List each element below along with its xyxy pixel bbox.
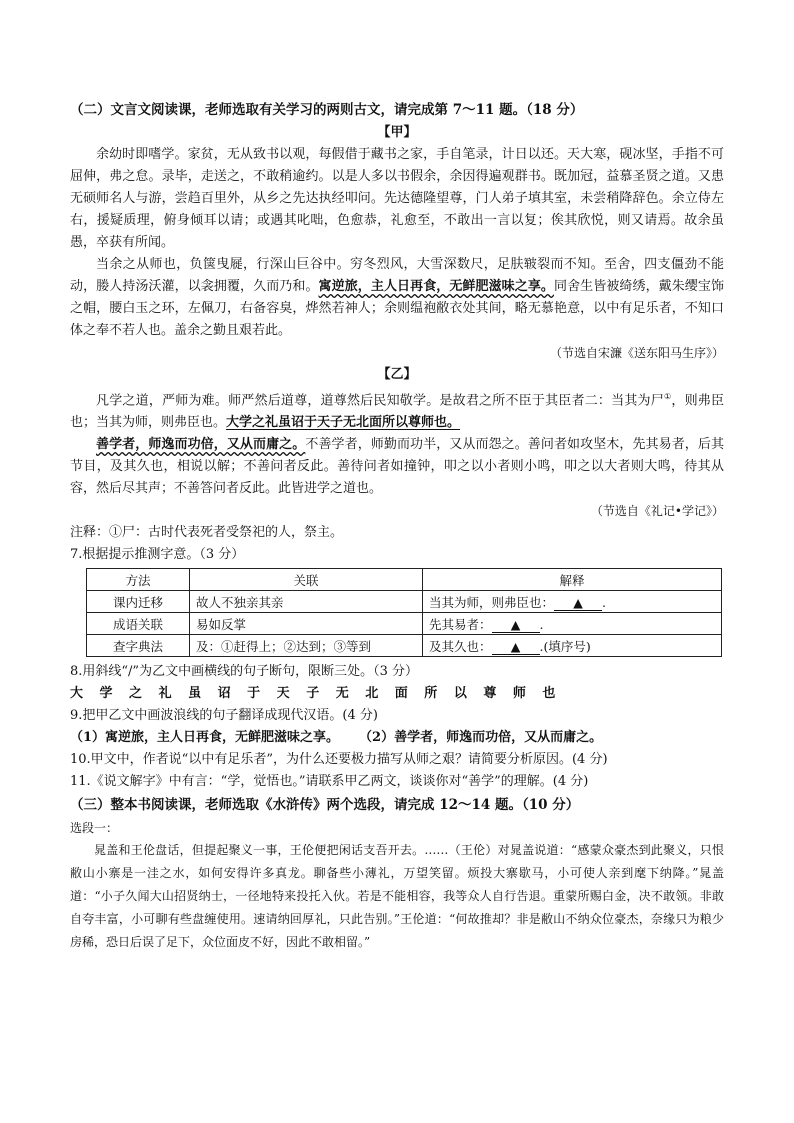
- row-relation: 易如反掌: [190, 613, 423, 635]
- explain-text: 及其久也：: [429, 638, 492, 654]
- q7-header-row: [87, 569, 722, 591]
- q9-item-2: （2）善学者，师逸而功倍，又从而庸之。: [359, 730, 603, 746]
- q8-stem: 8.用斜线“/”为乙文中画横线的句子断句，限断三处。（3 分）: [70, 664, 418, 680]
- explain-tail: .(填序号): [539, 638, 591, 654]
- q10-stem: 10.甲文中，作者说“以中有足乐者”，为什么还要极力描写从师之艰？请简要分析原因。(4 分): [70, 752, 608, 768]
- yi-p1-text-b: ，则弗臣也；当其为师，则弗臣也。: [70, 393, 724, 431]
- row-relation: 故人不独亲其亲: [190, 591, 423, 613]
- yi-p2-text-b: 不善学者，师勤而功半，又从而怨之。善问者如攻坚木，先其易者，后其节目，及其久也，相说以解；不善问者反此。善待问者如撞钟，叩之以小者则小鸣，叩之以大者则大鸣，待其从容，然后尽其声；不善答问者反此。此皆进学之道也。: [70, 437, 724, 497]
- yi-paragraph-1: [70, 386, 724, 434]
- jia-paragraph-2: [70, 254, 724, 342]
- yi-p1-text-a: 凡学之道，严师为难。师严然后道尊，道尊然后民知敬学。是故君之所不臣于其臣者二：当其为尸: [96, 393, 664, 409]
- jia-paragraph-1: 余幼时即嗜学。家贫，无从致书以观，每假借于藏书之家，手自笔录，计日以还。天大寒，砚冰坚，手指不可屈伸，弗之怠。录毕，走送之，不敢稍逾约。以是人多以书假余，余因得遍观群书。既加冠，益慕圣贤之道。又患无硕师名人与游，尝趋百里外，从乡之先达执经叩问。先达德隆望尊，门人弟子填其室，未尝稍降辞色。余立侍左右，援疑质理，俯身倾耳以请；或遇其叱咄，色愈恭，礼愈至，不敢出一言以复；俟其欣悦，则又请焉。故余虽愚，卒获有所闻。: [70, 147, 724, 250]
- explain-text: 先其易者：: [429, 616, 492, 632]
- row-explain: [423, 613, 722, 635]
- table-row: [87, 591, 722, 613]
- q9-stem: 9.把甲乙文中画波浪线的句子翻译成现代汉语。(4 分): [70, 708, 378, 724]
- yi-underlined-sentence: 大学之礼虽诏于天子无北面所以尊师也。: [226, 415, 461, 431]
- row-method: 课内迁移: [87, 591, 190, 613]
- row-method: 查字典法: [87, 635, 190, 657]
- excerpt-label: 选段一：: [70, 821, 119, 836]
- footnote-marker: ①: [663, 392, 672, 401]
- answer-blank[interactable]: ▲: [492, 617, 540, 633]
- row-explain: [423, 591, 722, 613]
- row-explain: [423, 635, 722, 657]
- jia-p2-text-b: 同舍生皆被绮绣，戴朱缨宝饰之帽，腰白玉之环，左佩刀，右备容臭，烨然若神人；余则缊袍敝衣处其间，略无慕艳意，以中有足乐者，不知口体之奉不若人也。盖余之勤且艰若此。: [70, 279, 724, 338]
- answer-blank[interactable]: ▲: [554, 595, 602, 611]
- table-row: [87, 635, 722, 657]
- yi-source: （节选自《礼记•学记》）: [590, 504, 724, 519]
- explain-tail: .: [539, 616, 544, 632]
- table-row: [87, 613, 722, 635]
- jia-p2-text-a: 当余之从师也，负箧曳屣，行深山巨谷中。穷冬烈风，大雪深数尺，足肤皲裂而不知。至舍，四支僵劲不能动，媵人持汤沃灌，以衾拥覆，久而乃和。: [70, 257, 724, 294]
- header-relation: 关联: [190, 569, 423, 591]
- answer-blank[interactable]: ▲: [492, 639, 540, 655]
- exam-page: [70, 98, 724, 954]
- q9-items: [70, 727, 724, 749]
- jia-source: （节选自宋濂《送东阳马生序》）: [549, 346, 724, 360]
- header-explain: 解释: [423, 569, 722, 591]
- q11-stem: 11.《说文解字》中有言：“学，觉悟也。”请联系甲乙两文，谈谈你对“善学”的理解。(4 分): [70, 774, 589, 790]
- explain-text: 当其为师，则弗臣也：: [429, 594, 555, 610]
- section2-heading: （二）文言文阅读课，老师选取有关学习的两则古文，请完成第 7～11 题。（18 分）: [70, 102, 584, 118]
- q7-table: [86, 568, 722, 657]
- row-method: 成语关联: [87, 613, 190, 635]
- row-relation: 及：①赶得上；②达到；③等到: [190, 635, 423, 657]
- yi-wavy-sentence: 善学者，师逸而功倍，又从而庸之。: [96, 437, 306, 453]
- yi-title: 【乙】: [377, 367, 417, 382]
- excerpt-paragraph: 晁盖和王伦盘话，但提起聚义一事，王伦便把闲话支吾开去。……（王伦）对晁盖说道：“感蒙众豪杰到此聚义，只恨敝山小寨是一洼之水，如何安得许多真龙。聊备些小薄礼，万望笑留。烦投大寨歇马，小可使人亲到麾下纳降。”晁盖道：“小子久闻大山招贤纳士，一径地特来投托入伙。若是不能相容，我等众人自行告退。重蒙所赐白金，决不敢领。非敢自夸丰富，小可聊有些盘缠使用。速请纳回厚礼，只此告别。”王伦道：“何故推却？非是敝山不纳众位豪杰，奈缘只为粮少房稀，恐日后误了足下，众位面皮不好，因此不敢相留。”: [70, 843, 724, 950]
- yi-paragraph-2: [70, 434, 724, 500]
- q9-item-1: （1）寓逆旅，主人日再食，无鲜肥滋味之享。: [70, 730, 340, 746]
- q8-sentence: 大 学 之 礼 虽 诏 于 天 子 无 北 面 所 以 尊 师 也: [70, 686, 562, 702]
- section3-heading: （三）整本书阅读课，老师选取《水浒传》两个选段，请完成 12～14 题。（10 分）: [70, 797, 580, 814]
- header-method: 方法: [87, 569, 190, 591]
- footnote: 注释：①尸：古时代表死者受祭祀的人，祭主。: [70, 525, 344, 541]
- jia-title: 【甲】: [377, 125, 417, 140]
- explain-tail: .: [602, 594, 606, 610]
- q7-stem: 7.根据提示推测字意。（3 分）: [70, 547, 245, 563]
- jia-wavy-sentence: 寓逆旅，主人日再食，无鲜肥滋味之享。: [318, 279, 554, 294]
